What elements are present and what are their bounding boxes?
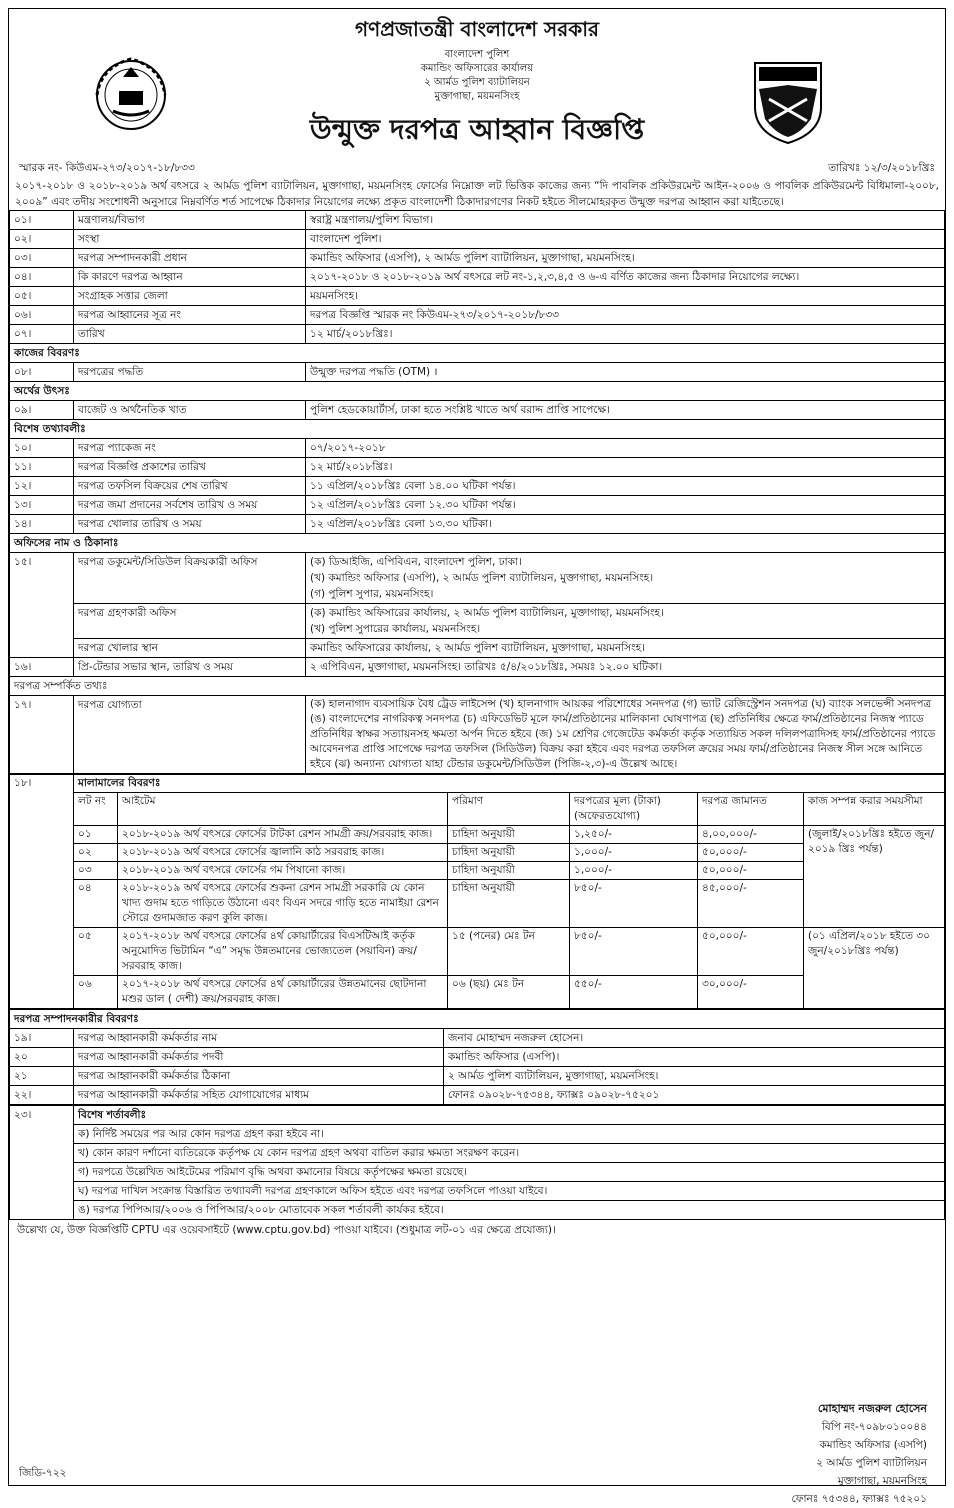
row-value: ফোনঃ ০৯০২৮-৭৫৩৪৪, ফ্যাক্সঃ ০৯০২৮-৭৫২০১ [444,1086,945,1105]
row-value [306,604,945,639]
row-number: ০৩। [10,249,74,268]
row-label: দরপত্র আহ্বানকারী কর্মকর্তার পদবী [74,1048,444,1067]
table-row [10,1182,945,1201]
table-row [10,458,945,477]
notice-title: উন্মুক্ত দরপত্র আহ্বান বিজ্ঞপ্তি [309,113,645,146]
table-row [10,401,945,420]
table-row [10,775,945,793]
lot-security: ৫০,০০০/- [698,862,804,880]
signatory-name: মোহাম্মদ নজরুল হোসেন [817,1402,927,1415]
signature-block [792,1400,927,1508]
row-value: উন্মুক্ত দরপত্র পদ্ধতি (OTM) । [306,363,945,382]
office-item: (খ) পুলিশ সুপারের কার্যালয়, ময়মনসিংহ। [310,623,481,635]
lot-item: ২০১৭-২০১৮ অর্থ বৎসরে ফোর্সের ৪র্থ কোয়ার্টারের উন্নতমানের ছোটদানা মশুর ডাল ( দেশী) ক্রয়/সরবরাহ কাজ। [118,976,448,1009]
row-value: ২০১৭-২০১৮ ও ২০১৮-২০১৯ অর্থ বৎসরে লট নং-১,২,৩,৪,৫ ও ৬-এ বর্ণিত কাজের জন্য ঠিকাদার নিয়োগের লক্ষ্যে। [306,268,945,287]
row-number: ০৪। [10,268,74,287]
table-row [10,1048,945,1067]
lot-price: ১,০০০/- [570,844,698,862]
row-number: ০৬। [10,306,74,325]
row-label: সংগ্রাহক সত্তার জেলা [74,287,306,306]
lot-price: ৮৫০/- [570,880,698,928]
lot-security: ৫০,০০০/- [698,928,804,976]
section-title: দরপত্র সম্পাদনকারীর বিবরণঃ [10,1010,945,1029]
office-line: বাংলাদেশ পুলিশ [444,49,510,60]
table-row [10,1144,945,1163]
row-label: মন্ত্রণালয়/বিভাগ [74,211,306,230]
row-value: পুলিশ হেডকোয়ার্টার্স, ঢাকা হতে সংশ্লিষ্ট খাতে অর্থ বরাদ্দ প্রাপ্তি সাপেক্ষে। [306,401,945,420]
office-item: (গ) পুলিশ সুপার, ময়মনসিংহ। [310,588,434,600]
lot-number: ০৩ [74,862,118,880]
row-number: ১৭। [10,696,74,774]
office-line: কমান্ডিং অফিসারের কার্যালয় [420,63,534,74]
section-heading [10,677,945,696]
table-row [10,658,945,677]
cptu-note: উল্লেখ্য যে, উক্ত বিজ্ঞপ্তিটি CPTU এর ওয়েবসাইটে (www.cptu.gov.bd) পাওয়া যাইবে। (শুধুমাত্র লট-০১ এর ক্ষেত্রে প্রযোজ্য)। [17,1224,556,1236]
lot-quantity: ১৫ (পনের) মেঃ টন [448,928,570,976]
row-value: (ক) হালনাগাদ ব্যবসায়িক বৈধ ট্রেড লাইসেন্স (খ) হালনাগাদ আয়কর পরিশোধের সনদপত্র (গ) ভ্যাট রেজিস্ট্রেশন সনদপত্র (ঘ) ব্যাংক সলভেন্সী সনদপত্র (ঙ) বাংলাদেশের নাগরিকত্ব সনদপত্র (চ) এফিডেভিট মূলে ফার্ম/প্রতিষ্ঠানের মালিকানা ঘোষণাপত্র (ছ) প্রতিনিধির ক্ষেত্রে ফার্ম/প্রতিষ্ঠানের নিজস্ব প্যাডে প্রতিনিধির স্বাক্ষর সত্যায়নসহ ক্ষমতা অর্পন দিতে হইবে (জ) ১ম শ্রেণির গেজেটেড কর্মকর্তা কর্তৃক সত্যায়িত সকল দলিলপত্রাদিসহ ফার্ম/প্রতিষ্ঠানের প্যাডে আবেদনপত্র প্রাপ্তি সাপেক্ষে দরপত্র তফসিল (সিডিউল) বিক্রয় করা হইবে এবং দরপত্র তফসিল ক্রয়ের সময় ফার্ম/প্রতিষ্ঠানের নিজস্ব সীল সঙ্গে আনিতে হইবে (ঝ) অন্যান্য যোগ্যতা যাহা টেন্ডার ডকুমেন্ট/সিডিউল (পিজি-২,৩)-এ উল্লেখ আছে। [306,696,945,774]
row-number: ১৪। [10,515,74,534]
lot-item: ২০১৮-২০১৯ অর্থ বৎসরে ফোর্সের শুকনা রেশন সামগ্রী সরকারি যে কোন খাদ্য গুদাম হতে গাড়িতে উঠানো এবং বিএন সদরে গাড়ি হতে নামাইয়া রেশন স্টোরে গুদামজাত করণ কুলি কাজ। [118,880,448,928]
table-row [10,268,945,287]
row-label: দরপত্র খোলার তারিখ ও সময় [74,515,306,534]
signatory-line: বিপি নং-৭০৯৮০১০০৪৪ [821,1421,927,1433]
lot-number: ০১ [74,826,118,844]
lot-item: ২০১৮-২০১৯ অর্থ বৎসরে ফোর্সের জ্বালানি কাঠ সরবরাহ কাজ। [118,844,448,862]
office-line: মুক্তাগাছা, ময়মনসিংহ [434,91,520,102]
conditions-title: বিশেষ শর্তাবলীঃ [74,1106,945,1125]
table-row [10,287,945,306]
row-value: ২ এপিবিএন, মুক্তাগাছা, ময়মনসিংহ। তারিখঃ ৫/৪/২০১৮খ্রিঃ, সময়ঃ ১২.০০ ঘটিকা। [306,658,945,677]
row-value: কমান্ডিং অফিসারের কার্যালয়, ২ আর্মড পুলিশ ব্যাটালিয়ন, মুক্তাগাছা, ময়মনসিংহ। [306,639,945,658]
section-heading [10,534,945,553]
section-title: অফিসের নাম ও ঠিকানাঃ [10,534,945,553]
table-row [10,1163,945,1182]
row-value: ০৭/২০১৭-২০১৮ [306,439,945,458]
column-header: লট নং [74,793,118,826]
lot-security: ৪,০০,০০০/- [698,826,804,844]
tender-details-table [9,210,945,774]
row-number: ১৮। [10,775,74,1009]
column-header: কাজ সম্পন্ন করার সময়সীমা [804,793,945,826]
condition-item: ঙ) দরপত্র পিপিআর/২০০৬ ও পিপিআর/২০০৮ মোতাবেক সকল শর্তাবলী কার্যকর হইবে। [74,1201,945,1220]
row-number: ০৫। [10,287,74,306]
condition-item: ক) নির্দিষ্ট সময়ের পর আর কোন দরপত্র গ্রহণ করা হইবে না। [74,1125,945,1144]
row-number: ১৬। [10,658,74,677]
row-value: ২ আর্মড পুলিশ ব্যাটালিয়ন, মুক্তাগাছা, ময়মনসিংহ। [444,1067,945,1086]
table-row [10,211,945,230]
row-number: ২০ [10,1048,74,1067]
row-label: দরপত্র যোগ্যতা [74,696,306,774]
row-value: কমান্ডিং অফিসার (এসপি)। [444,1048,945,1067]
row-label: দরপত্র জমা প্রদানের সর্বশেষ তারিখ ও সময় [74,496,306,515]
table-row [10,1201,945,1220]
row-value: দরপত্র বিজ্ঞপ্তি স্মারক নং কিউএম-২৭৩/২০১৭-২০১৮/৮৩৩ [306,306,945,325]
lot-price: ৫৫০/- [570,976,698,1009]
section-title: কাজের বিবরণঃ [10,344,945,363]
row-number: ১৯। [10,1029,74,1048]
lot-security: ৩০,০০০/- [698,976,804,1009]
header [9,9,945,159]
table-row [10,928,945,976]
row-label: বাজেট ও অর্থনৈতিক খাত [74,401,306,420]
office-line: ২ আর্মড পুলিশ ব্যাটালিয়ন [424,77,530,88]
table-row [10,496,945,515]
row-label: দরপত্র আহ্বানকারী কর্মকর্তার সহিত যোগাযোগের মাধ্যম [74,1086,444,1105]
column-header: দরপত্রের মূল্য (টাকা) (অফেরতযোগ্য) [570,793,698,826]
row-number: ১১। [10,458,74,477]
signatory-line: ফোনঃ ৭৫৩৪৪, ফ্যাক্সঃ ৭৫২০১ [791,1493,927,1505]
government-name: গণপ্রজাতন্ত্রী বাংলাদেশ সরকার [355,17,599,41]
lot-period: (০১ এপ্রিল/২০১৮ হইতে ৩০ জুন/২০১৮খ্রিঃ পর্যন্ত) [804,928,945,1009]
row-label: দরপত্র তফসিল বিক্রয়ের শেষ তারিখ [74,477,306,496]
row-label: দরপত্র প্যাকেজ নং [74,439,306,458]
row-number: ১০। [10,439,74,458]
lot-number: ০৪ [74,880,118,928]
section-title: দরপত্র সম্পর্কিত তথ্যঃ [10,677,945,696]
footer-code: জিডি-৭২২ [19,1467,67,1479]
section-title: অর্থের উৎসঃ [10,382,945,401]
lot-quantity: চাহিদা অনুযায়ী [448,844,570,862]
lot-item: ২০১৮-২০১৯ অর্থ বৎসরে ফোর্সের টাটকা রেশন সামগ্রী ক্রয়/সরবরাহ কাজ। [118,826,448,844]
conditions-table [9,1105,945,1220]
row-label: দরপত্র আহ্বানকারী কর্মকর্তার ঠিকানা [74,1067,444,1086]
lot-quantity: চাহিদা অনুযায়ী [448,826,570,844]
table-row [10,553,945,604]
row-label: তারিখ [74,325,306,344]
table-row [10,604,945,639]
section-heading [10,420,945,439]
materials-title: মালামালের বিবরণঃ [74,775,945,793]
row-value: ১২ এপ্রিল/২০১৮খ্রিঃ বেলা ১৩.৩০ ঘটিকা। [306,515,945,534]
row-value: জনাব মোহাম্মদ নজরুল হোসেন। [444,1029,945,1048]
table-row [10,230,945,249]
table-row [10,325,945,344]
materials-table [9,774,945,1009]
table-row [10,1029,945,1048]
memo-date: তারিখঃ ১২/৩/২০১৮খ্রিঃ [828,162,935,174]
table-row [10,249,945,268]
lot-period: (জুলাই/২০১৮খ্রিঃ হইতে জুন/২০১৯ খ্রিঃ পর্যন্ত) [804,826,945,928]
government-seal-icon [83,47,179,143]
row-label: সংস্থা [74,230,306,249]
row-number: ১৩। [10,496,74,515]
table-row [10,363,945,382]
signatory-line: মুক্তাগাছা, ময়মনসিংহ [837,1475,927,1487]
table-row [10,477,945,496]
section-title: বিশেষ তথ্যাবলীঃ [10,420,945,439]
table-row [10,1067,945,1086]
column-header: দরপত্র জামানত [698,793,804,826]
officer-table [9,1009,945,1105]
lot-price: ১,০০০/- [570,862,698,880]
row-number: ০৮। [10,363,74,382]
row-label: দরপত্র আহ্বানের সূত্র নং [74,306,306,325]
apbn-logo-icon [751,59,825,145]
table-row [10,826,945,844]
table-row [10,515,945,534]
row-value [306,553,945,604]
lot-item: ২০১৭-২০১৮ অর্থ বৎসরে ফোর্সের ৪র্থ কোয়ার্টারের বিএসটিআই কর্তৃক অনুমোদিত ভিটামিন “এ” সমৃদ্ধ উন্নতমানের ভোজ্যতেল (সয়াবিন) ক্রয়/সরবরাহ কাজ। [118,928,448,976]
table-row [10,639,945,658]
signatory-line: ২ আর্মড পুলিশ ব্যাটালিয়ন [816,1457,927,1469]
lot-quantity: চাহিদা অনুযায়ী [448,862,570,880]
section-heading [10,344,945,363]
table-row [10,1106,945,1125]
table-row [10,306,945,325]
table-header-row [10,793,945,826]
row-label: দরপত্র গ্রহণকারী অফিস [74,604,306,639]
row-label: কি কারণে দরপত্র আহ্বান [74,268,306,287]
row-value: বাংলাদেশ পুলিশ। [306,230,945,249]
lot-price: ৮৫০/- [570,928,698,976]
row-number: ১২। [10,477,74,496]
office-item: (ক) ডিআইজি, এপিবিএন, বাংলাদেশ পুলিশ, ঢাকা। [310,556,522,568]
office-item: (খ) কমান্ডিং অফিসার (এসপি), ২ আর্মড পুলিশ ব্যাটালিয়ন, মুক্তাগাছা, ময়মনসিংহ। [310,572,654,584]
memo-line [9,161,945,178]
row-number: ০১। [10,211,74,230]
intro-paragraph: ২০১৭-২০১৮ ও ২০১৮-২০১৯ অর্থ বৎসরে ২ আর্মড পুলিশ ব্যাটালিয়ন, মুক্তাগাছা, ময়মনসিংহ ফোর্সের নিম্নোক্ত লট ভিত্তিক কাজের জন্য “দি পাবলিক প্রকিউরমেন্ট আইন-২০০৬ ও পাবলিক প্রকিউরমেন্ট বিধিমালা-২০০৮, ২০০৯” এবং তদীয় সংশোধনী অনুসারে নিম্নবর্ণিত শর্ত সাপেক্ষে ঠিকাদার নিয়োগের লক্ষ্যে প্রকৃত বাংলাদেশী ঠিকাদারগণের নিকট হইতে সীলমোহরকৃত উন্মুক্ত দরপত্র আহ্বান করা যাইতেছে। [15,180,939,208]
lot-quantity: চাহিদা অনুযায়ী [448,880,570,928]
table-row [10,1086,945,1105]
section-heading [10,1010,945,1029]
row-value: ১২ এপ্রিল/২০১৮খ্রিঃ বেলা ১২.৩০ ঘটিকা পর্যন্ত। [306,496,945,515]
row-label: দরপত্রের পদ্ধতি [74,363,306,382]
signatory-line: কমান্ডিং অফিসার (এসপি) [819,1439,927,1451]
office-item: (ক) কমান্ডিং অফিসারের কার্যালয়, ২ আর্মড পুলিশ ব্যাটালিয়ন, মুক্তাগাছা, ময়মনসিংহ। [310,607,664,619]
row-number: ০৯। [10,401,74,420]
condition-item: গ) দরপত্রে উল্লেখিত আইটেমের পরিমাণ বৃদ্ধি অথবা কমানোর বিষয়ে কর্তৃপক্ষের ক্ষমতা রয়েছে। [74,1163,945,1182]
row-value: ১১ এপ্রিল/২০১৮খ্রিঃ বেলা ১৪.০০ ঘটিকা পর্যন্ত। [306,477,945,496]
tender-notice-page [8,8,946,1505]
condition-item: ঘ) দরপত্র দাখিল সংক্রান্ত বিস্তারিত তথ্যাবলী দরপত্র গ্রহণকালে অফিস হইতে এবং দরপত্র তফসিলে পাওয়া যাইবে। [74,1182,945,1201]
row-number: ২৩। [10,1106,74,1220]
row-label: দরপত্র আহ্বানকারী কর্মকর্তার নাম [74,1029,444,1048]
row-value: কমান্ডিং অফিসার (এসপি), ২ আর্মড পুলিশ ব্যাটালিয়ন, মুক্তাগাছা, ময়মনসিংহ। [306,249,945,268]
row-label: দরপত্র বিজ্ঞপ্তি প্রকাশের তারিখ [74,458,306,477]
row-label: দরপত্র সম্পাদনকারী প্রধান [74,249,306,268]
row-label: প্রি-টেন্ডার সভার স্থান, তারিখ ও সময় [74,658,306,677]
table-row [10,696,945,774]
row-number: ২২। [10,1086,74,1105]
condition-item: খ) কোন কারণ দর্শানো ব্যতিরেকে কর্তৃপক্ষ যে কোন দরপত্র গ্রহণ অথবা বাতিল করার ক্ষমতা সংরক্ষণ করেন। [74,1144,945,1163]
table-row [10,439,945,458]
lot-price: ১,২৫০/- [570,826,698,844]
row-value: ১২ মার্চ/২০১৮খ্রিঃ। [306,458,945,477]
row-number: ১৫। [10,553,74,658]
lot-item: ২০১৮-২০১৯ অর্থ বৎসরে ফোর্সের গম পিষানো কাজ। [118,862,448,880]
lot-number: ০২ [74,844,118,862]
row-label: দরপত্র খোলার স্থান [74,639,306,658]
row-value: ময়মনসিংহ। [306,287,945,306]
lot-number: ০৬ [74,976,118,1009]
row-value: স্বরাষ্ট্র মন্ত্রণালয়/পুলিশ বিভাগ। [306,211,945,230]
row-number: ২১ [10,1067,74,1086]
memo-ref: স্মারক নং- কিউএম-২৭৩/২০১৭-১৮/৮৩৩ [19,162,195,174]
row-number: ০৭। [10,325,74,344]
lot-quantity: ০৬ (ছয়) মেঃ টন [448,976,570,1009]
column-header: পরিমাণ [448,793,570,826]
lot-security: ৪৫,০০০/- [698,880,804,928]
column-header: আইটেম [118,793,448,826]
row-value: ১২ মার্চ/২০১৮খ্রিঃ। [306,325,945,344]
lot-number: ০৫ [74,928,118,976]
row-label: দরপত্র ডকুমেন্ট/সিডিউল বিক্রয়কারী অফিস [74,553,306,604]
table-row [10,1125,945,1144]
section-heading [10,382,945,401]
row-number: ০২। [10,230,74,249]
lot-security: ৫০,০০০/- [698,844,804,862]
